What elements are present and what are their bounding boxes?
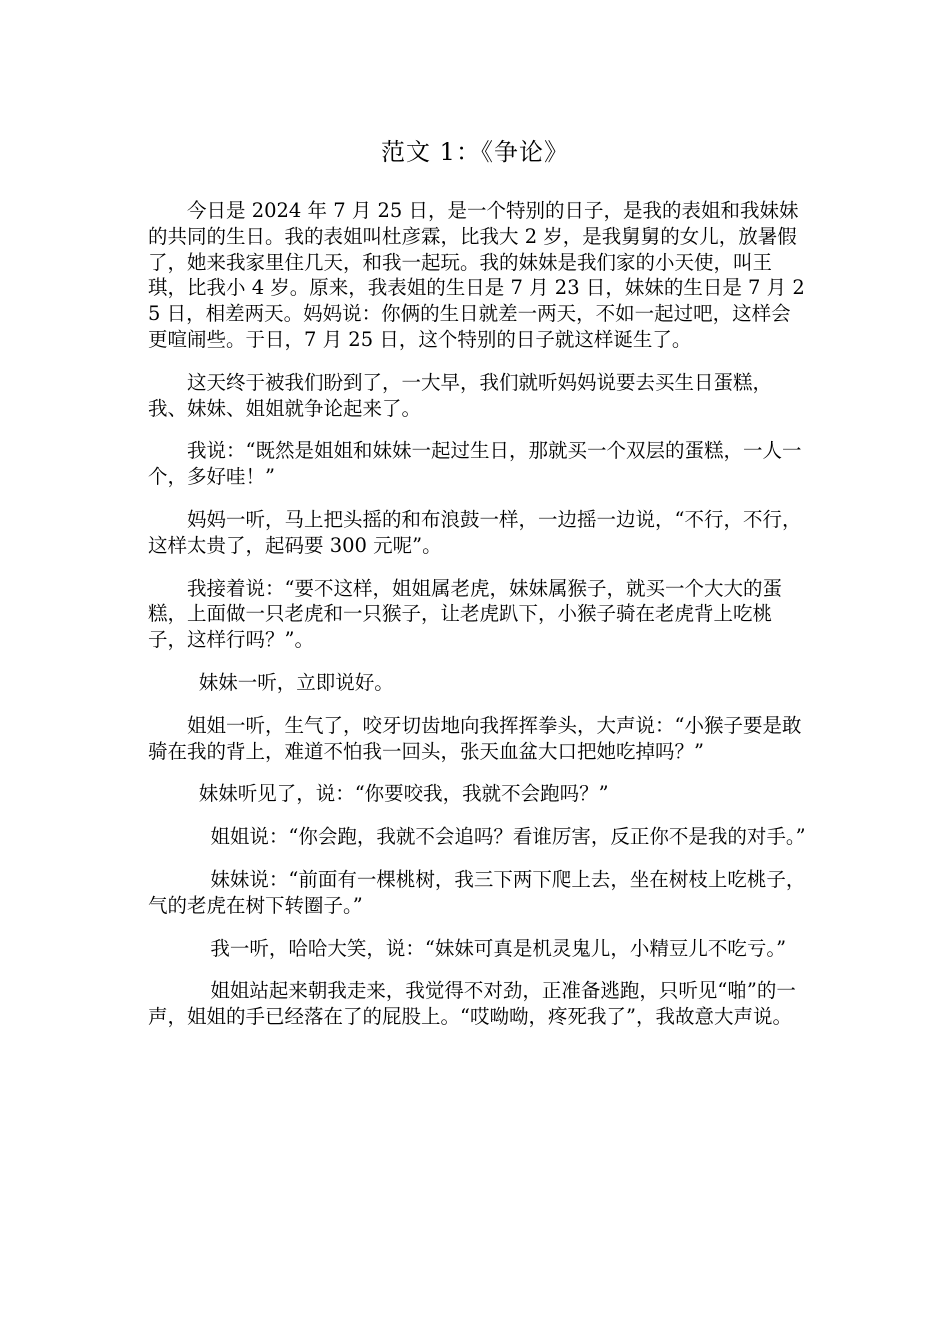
paragraph-4: 妈妈一听，马上把头摇的和布浪鼓一样，一边摇一边说，“不行，不行，这样太贵了，起码要 300 元呢”。 [148, 507, 802, 557]
paragraph-7: 姐姐一听，生气了，咬牙切齿地向我挥挥拳头，大声说：“小猴子要是敢骑在我的背上，难道不怕我一回头，张天血盆大口把她吃掉吗？” [148, 713, 802, 763]
paragraph-5: 我接着说：“要不这样，姐姐属老虎，妹妹属猴子，就买一个大大的蛋糕，上面做一只老虎和一只猴子，让老虎趴下，小猴子骑在老虎背上吃桃子，这样行吗？”。 [148, 576, 782, 652]
document-title: 范文 1：《争论》 [381, 138, 569, 166]
paragraph-1: 今日是 2024 年 7 月 25 日，是一个特别的日子，是我的表姐和我妹妹的共同的生日。我的表姐叫杜彦霖，比我大 2 岁，是我舅舅的女儿，放暑假了，她来我家里住几天，和我一起玩。我的妹妹是我们家的小天使，叫王琪，比我小 4 岁。原来，我表姐的生日是 7 月 23 日，妹妹的生日是 7 月 25 日，相差两天。妈妈说：你俩的生日就差一两天，不如一起过吧，这样会更喧闹些。于日，7 月 25 日，这个特别的日子就这样诞生了。 [148, 199, 805, 351]
paragraph-11: 我一听，哈哈大笑，说：“妹妹可真是机灵鬼儿，小精豆儿不吃亏。” [210, 936, 787, 960]
paragraph-10: 妹妹说：“前面有一棵桃树，我三下两下爬上去，坐在树枝上吃桃子，气的老虎在树下转圈子。” [148, 867, 806, 917]
paragraph-2: 这天终于被我们盼到了，一大早，我们就听妈妈说要去买生日蛋糕，我、妹妹、姐姐就争论起来了。 [148, 370, 773, 420]
paragraph-3: 我说：“既然是姐姐和妹妹一起过生日，那就买一个双层的蛋糕，一人一个，多好哇！” [148, 439, 802, 489]
paragraph-12: 姐姐站起来朝我走来，我觉得不对劲，正准备逃跑，只听见“啪”的一声，姐姐的手已经落在了的屁股上。“哎呦呦，疼死我了”，我故意大声说。 [148, 979, 796, 1029]
paragraph-6: 妹妹一听，立即说好。 [198, 670, 394, 694]
document-body [148, 198, 808, 1047]
paragraph-8: 妹妹听见了，说：“你要咬我，我就不会跑吗？” [198, 782, 609, 806]
paragraph-9: 姐姐说：“你会跑，我就不会追吗？看谁厉害，反正你不是我的对手。” [210, 825, 806, 849]
